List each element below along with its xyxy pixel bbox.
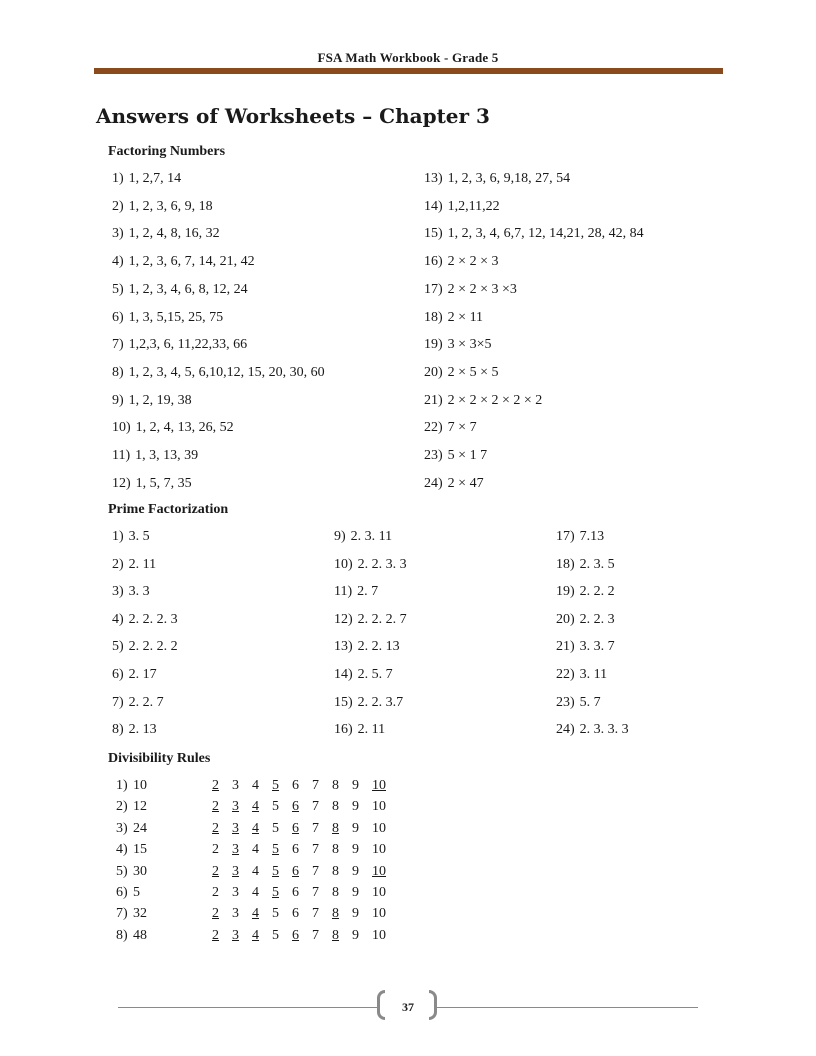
item-number: 1) (112, 171, 124, 186)
divisor: 2 (212, 842, 219, 858)
item-answer: 2 × 2 × 2 × 2 × 2 (447, 392, 543, 408)
item-number: 4) (112, 611, 124, 627)
answer-item (334, 557, 407, 573)
divisor-underlined: 3 (232, 842, 239, 858)
item-answer: 3. 11 (579, 667, 608, 682)
row-value: 12 (133, 799, 147, 815)
divisor-underlined: 4 (252, 927, 259, 943)
divisor-list (212, 778, 392, 794)
divisor: 10 (372, 842, 386, 858)
divisor: 4 (252, 885, 259, 900)
item-answer: 1,2,11,22 (447, 198, 500, 214)
item-number: 5) (112, 639, 124, 655)
divisor-underlined: 8 (332, 820, 339, 836)
item-number: 8) (112, 364, 124, 380)
divisor: 4 (252, 778, 259, 793)
item-answer: 2. 5. 7 (357, 667, 393, 682)
item-answer: 2. 2. 3.7 (357, 694, 404, 710)
answer-item (112, 722, 157, 738)
divisor: 9 (352, 885, 359, 900)
item-answer: 2. 17 (128, 667, 157, 682)
answer-item (556, 695, 601, 711)
answer-item (112, 584, 150, 600)
answer-item (112, 557, 156, 573)
divisor: 8 (332, 778, 339, 793)
answer-item (334, 639, 400, 655)
divisor: 9 (352, 863, 359, 879)
item-number: 4) (112, 254, 124, 270)
divisor: 4 (252, 842, 259, 858)
divisor-list (212, 928, 392, 944)
answer-item (112, 282, 248, 298)
header-rule (94, 68, 723, 74)
row-value: 48 (133, 927, 147, 943)
answer-item (556, 584, 615, 600)
divisor-underlined: 6 (292, 820, 299, 836)
divisor: 5 (272, 820, 279, 836)
item-number: 5) (112, 281, 124, 297)
divisor: 9 (352, 820, 359, 836)
item-number: 11) (112, 448, 131, 463)
page-title: Answers of Worksheets – Chapter 3 (96, 104, 490, 128)
row-number: 3) (116, 820, 128, 836)
divisor-underlined: 2 (212, 820, 219, 836)
item-number: 6) (112, 309, 124, 325)
item-answer: 3 × 3×5 (447, 337, 492, 353)
item-answer: 1, 3, 5,15, 25, 75 (128, 309, 224, 325)
divisor: 6 (292, 906, 299, 922)
divisor-list (212, 799, 392, 815)
answer-item (112, 171, 181, 187)
item-answer: 2. 7 (357, 584, 379, 600)
item-number: 12) (334, 611, 353, 627)
divisor: 6 (292, 778, 299, 793)
divisor-underlined: 6 (292, 863, 299, 879)
item-number: 15) (424, 226, 443, 242)
divisor: 7 (312, 885, 319, 900)
answer-item (424, 226, 644, 242)
item-number: 10) (334, 556, 353, 572)
item-answer: 5. 7 (579, 694, 601, 710)
item-number: 7) (112, 694, 124, 710)
divisor-underlined: 6 (292, 799, 299, 815)
footer-rule-right (437, 1007, 698, 1008)
item-answer: 2. 2. 3. 3 (357, 556, 407, 572)
item-number: 13) (424, 171, 443, 186)
factoring-heading: Factoring Numbers (108, 144, 226, 159)
answer-item (112, 420, 234, 436)
item-number: 8) (112, 722, 124, 738)
answer-item (424, 171, 570, 187)
item-answer: 1, 2, 4, 13, 26, 52 (135, 420, 234, 436)
divisor-underlined: 2 (212, 799, 219, 815)
divisor: 10 (372, 799, 386, 815)
answer-item (334, 529, 392, 545)
item-answer: 1, 2, 4, 8, 16, 32 (128, 226, 220, 242)
item-number: 16) (334, 722, 353, 738)
item-answer: 2. 3. 5 (579, 556, 615, 572)
item-answer: 2. 2. 13 (357, 639, 400, 655)
divisor-underlined: 6 (292, 927, 299, 943)
divisor-underlined: 2 (212, 906, 219, 922)
item-answer: 2 × 11 (447, 309, 484, 325)
item-number: 6) (112, 667, 124, 682)
divisor-underlined: 5 (272, 863, 279, 879)
answer-item (334, 695, 403, 711)
item-answer: 2. 2. 2. 2 (128, 639, 178, 655)
divisor-underlined: 3 (232, 927, 239, 943)
item-number: 10) (112, 420, 131, 436)
item-number: 2) (112, 556, 124, 572)
row-number: 2) (116, 799, 128, 815)
divisor-underlined: 2 (212, 778, 219, 793)
answer-item (424, 310, 483, 326)
divisor-underlined: 3 (232, 799, 239, 815)
answer-item (556, 639, 615, 655)
item-number: 7) (112, 337, 124, 353)
item-answer: 2. 3. 11 (350, 529, 393, 544)
item-number: 14) (334, 667, 353, 682)
item-number: 1) (112, 529, 124, 544)
item-number: 20) (424, 364, 443, 380)
answer-item (112, 254, 255, 270)
left-bracket-icon (377, 990, 385, 1020)
item-answer: 1, 2, 3, 4, 5, 6,10,12, 15, 20, 30, 60 (128, 364, 325, 380)
item-answer: 1, 2, 19, 38 (128, 392, 192, 408)
answer-item (334, 612, 407, 628)
divisor: 7 (312, 778, 319, 793)
item-number: 16) (424, 254, 443, 270)
divisor: 5 (272, 906, 279, 922)
item-number: 20) (556, 611, 575, 627)
answer-item (112, 337, 247, 353)
answer-item (556, 529, 604, 545)
item-number: 22) (424, 420, 443, 436)
divisor-underlined: 4 (252, 799, 259, 815)
row-number: 1) (116, 778, 128, 793)
item-answer: 2. 2. 3 (579, 611, 615, 627)
answer-item (112, 695, 164, 711)
item-answer: 2. 11 (357, 722, 386, 738)
divisor-list (212, 906, 392, 922)
item-answer: 2. 2. 7 (128, 694, 164, 710)
divisor: 5 (272, 927, 279, 943)
item-number: 21) (424, 392, 443, 408)
item-number: 23) (556, 694, 575, 710)
item-number: 19) (424, 337, 443, 353)
prime-heading: Prime Factorization (108, 502, 229, 517)
item-number: 15) (334, 694, 353, 710)
answer-item (424, 365, 498, 381)
item-number: 13) (334, 639, 353, 655)
divisibility-heading: Divisibility Rules (108, 751, 211, 766)
item-answer: 3. 3. 7 (579, 639, 615, 655)
answer-item (112, 393, 192, 409)
row-value: 10 (133, 778, 147, 793)
divisor: 9 (352, 799, 359, 815)
divisor: 9 (352, 842, 359, 858)
answer-item (334, 667, 393, 683)
divisor-underlined: 5 (272, 842, 279, 858)
divisor: 10 (372, 906, 386, 922)
item-answer: 5 × 1 7 (447, 448, 488, 463)
divisor: 7 (312, 927, 319, 943)
item-number: 11) (334, 584, 353, 600)
item-answer: 2. 11 (128, 556, 157, 572)
divisor: 5 (272, 799, 279, 815)
answer-item (112, 310, 223, 326)
item-number: 9) (112, 392, 124, 408)
item-answer: 7.13 (579, 529, 605, 544)
answer-item (112, 667, 157, 683)
row-value: 24 (133, 820, 147, 836)
answer-item (424, 337, 491, 353)
item-number: 9) (334, 529, 346, 544)
divisor-underlined: 5 (272, 778, 279, 793)
divisor: 8 (332, 863, 339, 879)
answer-item (112, 476, 192, 492)
item-answer: 2 × 2 × 3 (447, 254, 499, 270)
divisor: 3 (232, 885, 239, 900)
item-number: 21) (556, 639, 575, 655)
divisor: 7 (312, 820, 319, 836)
divisor-list (212, 821, 392, 837)
item-answer: 1, 3, 13, 39 (135, 448, 199, 463)
divisor: 10 (372, 927, 386, 943)
divisor: 10 (372, 885, 386, 900)
item-answer: 1, 2, 3, 6, 9, 18 (128, 198, 213, 214)
divisor-underlined: 4 (252, 820, 259, 836)
answer-item (334, 584, 378, 600)
answer-item (112, 639, 178, 655)
divisor-underlined: 2 (212, 927, 219, 943)
divisor: 10 (372, 820, 386, 836)
divisor-underlined: 5 (272, 885, 279, 900)
answer-item (112, 448, 198, 464)
item-number: 2) (112, 198, 124, 214)
divisor-underlined: 8 (332, 927, 339, 943)
divisor: 7 (312, 842, 319, 858)
footer-rule-left (118, 1007, 377, 1008)
divisor: 7 (312, 906, 319, 922)
item-number: 18) (556, 556, 575, 572)
answer-item (424, 476, 484, 492)
item-answer: 1, 2, 3, 6, 7, 14, 21, 42 (128, 254, 255, 270)
item-answer: 2. 3. 3. 3 (579, 722, 629, 738)
header-title: FSA Math Workbook - Grade 5 (317, 50, 499, 65)
divisor: 9 (352, 778, 359, 793)
divisor-underlined: 8 (332, 906, 339, 922)
item-number: 17) (424, 281, 443, 297)
divisor: 4 (252, 863, 259, 879)
divisor-underlined: 3 (232, 820, 239, 836)
item-answer: 1, 5, 7, 35 (135, 475, 192, 491)
item-answer: 2. 2. 2. 3 (128, 611, 178, 627)
item-number: 19) (556, 584, 575, 600)
row-number: 4) (116, 842, 128, 858)
divisor-underlined: 2 (212, 863, 219, 879)
item-number: 3) (112, 584, 124, 600)
item-answer: 1,2,3, 6, 11,22,33, 66 (128, 337, 248, 353)
item-answer: 1, 2, 3, 4, 6,7, 12, 14,21, 28, 42, 84 (447, 226, 644, 242)
divisor: 8 (332, 885, 339, 900)
divisor: 8 (332, 842, 339, 858)
item-number: 22) (556, 667, 575, 682)
answer-item (424, 448, 487, 464)
answer-item (556, 557, 615, 573)
row-number: 7) (116, 906, 128, 922)
item-number: 23) (424, 448, 443, 463)
item-number: 18) (424, 309, 443, 325)
divisor-list (212, 842, 392, 858)
answer-item (112, 365, 325, 381)
answer-item (424, 254, 498, 270)
item-number: 17) (556, 529, 575, 544)
item-answer: 7 × 7 (447, 420, 477, 436)
answer-item (112, 199, 213, 215)
item-answer: 2 × 47 (447, 475, 484, 491)
divisor: 7 (312, 799, 319, 815)
answer-item (556, 612, 615, 628)
divisor-underlined: 4 (252, 906, 259, 922)
answer-item (424, 393, 542, 409)
answer-item (556, 667, 607, 683)
answer-item (556, 722, 629, 738)
item-number: 24) (556, 722, 575, 738)
item-number: 14) (424, 198, 443, 214)
divisor-underlined: 10 (372, 863, 386, 879)
item-number: 12) (112, 475, 131, 491)
item-answer: 2. 13 (128, 722, 157, 738)
item-answer: 2. 2. 2. 7 (357, 611, 407, 627)
divisor-list (212, 885, 392, 901)
divisor-list (212, 864, 392, 880)
row-value: 15 (133, 842, 147, 858)
divisor: 7 (312, 863, 319, 879)
page-number: 37 (402, 1000, 414, 1014)
answer-item (424, 282, 517, 298)
item-number: 3) (112, 226, 124, 242)
item-answer: 1, 2,7, 14 (128, 171, 182, 186)
answer-item (112, 612, 178, 628)
right-bracket-icon (429, 990, 437, 1020)
row-number: 5) (116, 863, 128, 879)
divisor: 6 (292, 842, 299, 858)
answer-item (112, 226, 220, 242)
item-answer: 3. 3 (128, 584, 150, 600)
divisor-underlined: 10 (372, 778, 386, 793)
item-number: 24) (424, 475, 443, 491)
answer-item (112, 529, 150, 545)
item-answer: 2 × 5 × 5 (447, 364, 499, 380)
divisor: 9 (352, 906, 359, 922)
divisor: 8 (332, 799, 339, 815)
item-answer: 2 × 2 × 3 ×3 (447, 281, 517, 297)
row-value: 32 (133, 906, 147, 922)
answer-item (334, 722, 385, 738)
divisor: 2 (212, 885, 219, 900)
row-number: 6) (116, 885, 128, 900)
divisor-underlined: 3 (232, 863, 239, 879)
divisor: 6 (292, 885, 299, 900)
divisor: 3 (232, 906, 239, 922)
item-answer: 2. 2. 2 (579, 584, 615, 600)
item-answer: 1, 2, 3, 6, 9,18, 27, 54 (447, 171, 571, 186)
answer-item (424, 420, 477, 436)
item-answer: 3. 5 (128, 529, 150, 544)
divisor: 9 (352, 927, 359, 943)
row-number: 8) (116, 927, 128, 943)
item-answer: 1, 2, 3, 4, 6, 8, 12, 24 (128, 281, 248, 297)
row-value: 5 (133, 885, 140, 900)
row-value: 30 (133, 863, 147, 879)
answer-item (424, 199, 500, 215)
divisor: 3 (232, 778, 239, 793)
